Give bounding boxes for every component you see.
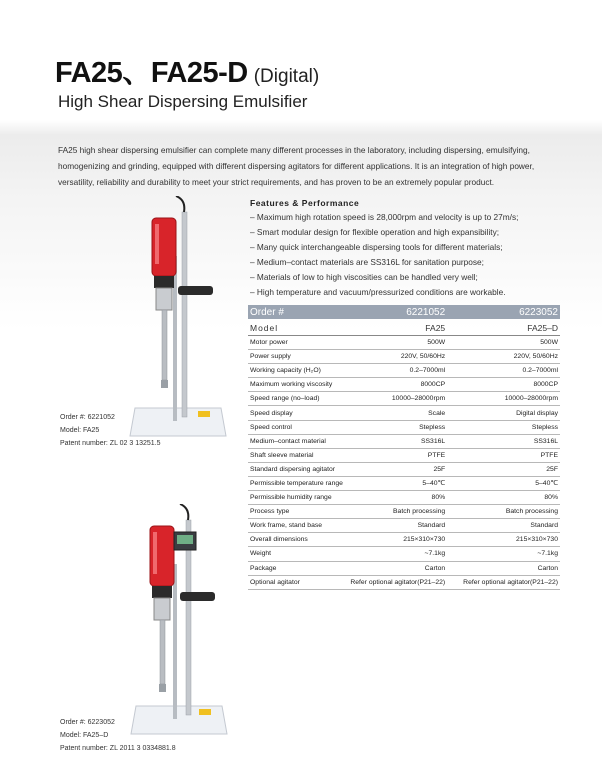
features-section [250, 198, 570, 300]
fa25-patent: Patent number: ZL 02 3 13251.5 [60, 440, 161, 447]
spec-row [248, 392, 560, 406]
spec-label: Speed display [248, 406, 345, 420]
order-fa25: 6221052 [345, 305, 461, 320]
spec-fa25-value: 25F [345, 462, 461, 476]
spec-fa25-value: Stepless [345, 420, 461, 434]
spec-fa25d-value: ~7.1kg [461, 547, 560, 561]
features-heading: Features & Performance [250, 198, 360, 208]
page-subtitle: High Shear Dispersing Emulsifier [58, 92, 308, 111]
order-row [248, 305, 560, 320]
spec-fa25d-value: 80% [461, 491, 560, 505]
spec-fa25-value: 215×310×730 [345, 533, 461, 547]
spec-row [248, 336, 560, 350]
fa25d-product-image [120, 504, 232, 742]
spec-label: Optional agitator [248, 575, 345, 589]
spec-label: Permissible temperature range [248, 476, 345, 490]
spec-label: Working capacity (H₂O) [248, 364, 345, 378]
spec-fa25-value: 0.2–7000ml [345, 364, 461, 378]
fa25-product-image [118, 196, 230, 442]
spec-fa25-value: PTFE [345, 448, 461, 462]
spec-row [248, 462, 560, 476]
spec-row [248, 448, 560, 462]
spec-fa25-value: 500W [345, 336, 461, 350]
feature-item: – Materials of low to high viscosities can be handled very well; [250, 272, 478, 282]
spec-row [248, 561, 560, 575]
spec-fa25d-value: 5–40℃ [461, 476, 560, 490]
order-label: Order # [248, 305, 345, 320]
model-label: Model [248, 320, 345, 336]
model-fa25d: FA25–D [461, 320, 560, 336]
spec-row [248, 491, 560, 505]
feature-item: – Many quick interchangeable dispersing tools for different materials; [250, 242, 503, 252]
spec-row [248, 420, 560, 434]
spec-fa25d-value: 0.2–7000ml [461, 364, 560, 378]
title-digital: (Digital) [253, 66, 320, 87]
spec-label: Work frame, stand base [248, 519, 345, 533]
spec-rows [248, 336, 560, 590]
fa25-caption [60, 411, 161, 450]
spec-fa25-value: Batch processing [345, 505, 461, 519]
spec-fa25-value: 10000–28000rpm [345, 392, 461, 406]
fa25d-order: Order #: 6223052 [60, 719, 115, 726]
fa25-model: Model: FA25 [60, 427, 100, 434]
spec-row [248, 350, 560, 364]
spec-fa25-value: SS316L [345, 434, 461, 448]
spec-fa25d-value: 8000CP [461, 378, 560, 392]
spec-fa25d-value: PTFE [461, 448, 560, 462]
spec-row [248, 533, 560, 547]
spec-fa25d-value: Refer optional agitator(P21–22) [461, 575, 560, 589]
spec-label: Medium–contact material [248, 434, 345, 448]
spec-fa25d-value: Carton [461, 561, 560, 575]
title-models: FA25、FA25-D [55, 57, 248, 89]
spec-label: Package [248, 561, 345, 575]
spec-fa25-value: Scale [345, 406, 461, 420]
spec-fa25-value: 80% [345, 491, 461, 505]
spec-label: Standard dispersing agitator [248, 462, 345, 476]
fa25d-patent: Patent number: ZL 2011 3 0334881.8 [60, 745, 176, 752]
spec-label: Speed control [248, 420, 345, 434]
spec-row [248, 519, 560, 533]
spec-row [248, 476, 560, 490]
spec-fa25d-value: Stepless [461, 420, 560, 434]
fa25d-model: Model: FA25–D [60, 732, 109, 739]
feature-item: – Maximum high rotation speed is 28,000rpm and velocity is up to 27m/s; [250, 212, 519, 222]
spec-row [248, 434, 560, 448]
feature-item: – Smart modular design for flexible operation and high expansibility; [250, 227, 500, 237]
spec-fa25d-value: 25F [461, 462, 560, 476]
spec-row [248, 547, 560, 561]
spec-row [248, 406, 560, 420]
page-title [55, 50, 319, 91]
spec-fa25-value: Refer optional agitator(P21–22) [345, 575, 461, 589]
spec-row [248, 378, 560, 392]
spec-label: Speed range (no–load) [248, 392, 345, 406]
spec-label: Motor power [248, 336, 345, 350]
spec-fa25d-value: Standard [461, 519, 560, 533]
spec-table [248, 305, 560, 590]
spec-fa25d-value: Digital display [461, 406, 560, 420]
spec-fa25d-value: SS316L [461, 434, 560, 448]
spec-fa25-value: Standard [345, 519, 461, 533]
spec-fa25d-value: Batch processing [461, 505, 560, 519]
spec-fa25-value: 8000CP [345, 378, 461, 392]
spec-row [248, 364, 560, 378]
fa25-order: Order #: 6221052 [60, 414, 115, 421]
spec-fa25d-value: 220V, 50/60Hz [461, 350, 560, 364]
spec-label: Weight [248, 547, 345, 561]
model-row [248, 320, 560, 336]
spec-row [248, 505, 560, 519]
spec-label: Permissible humidity range [248, 491, 345, 505]
intro-paragraph: FA25 high shear dispersing emulsifier can complete many different processes in the laboratory, including dispersing, emulsifying, homogenizing and grinding, equipped with different dispersing agitators for different applications. It is an integration of high power, versatility, reliability and durability to meet your strict requirements, and has proven to be an extremely popular product. [58, 145, 535, 187]
spec-label: Process type [248, 505, 345, 519]
feature-item: – High temperature and vacuum/pressurized conditions are workable. [250, 287, 506, 297]
order-fa25d: 6223052 [461, 305, 560, 320]
spec-row [248, 575, 560, 589]
spec-label: Overall dimensions [248, 533, 345, 547]
spec-fa25-value: 5–40℃ [345, 476, 461, 490]
spec-fa25-value: Carton [345, 561, 461, 575]
spec-label: Maximum working viscosity [248, 378, 345, 392]
model-fa25: FA25 [345, 320, 461, 336]
spec-label: Power supply [248, 350, 345, 364]
spec-fa25-value: 220V, 50/60Hz [345, 350, 461, 364]
spec-label: Shaft sleeve material [248, 448, 345, 462]
feature-item: – Medium–contact materials are SS316L for sanitation purpose; [250, 257, 484, 267]
spec-fa25-value: ~7.1kg [345, 547, 461, 561]
spec-fa25d-value: 500W [461, 336, 560, 350]
fa25d-caption [60, 716, 176, 755]
spec-fa25d-value: 215×310×730 [461, 533, 560, 547]
spec-fa25d-value: 10000–28000rpm [461, 392, 560, 406]
